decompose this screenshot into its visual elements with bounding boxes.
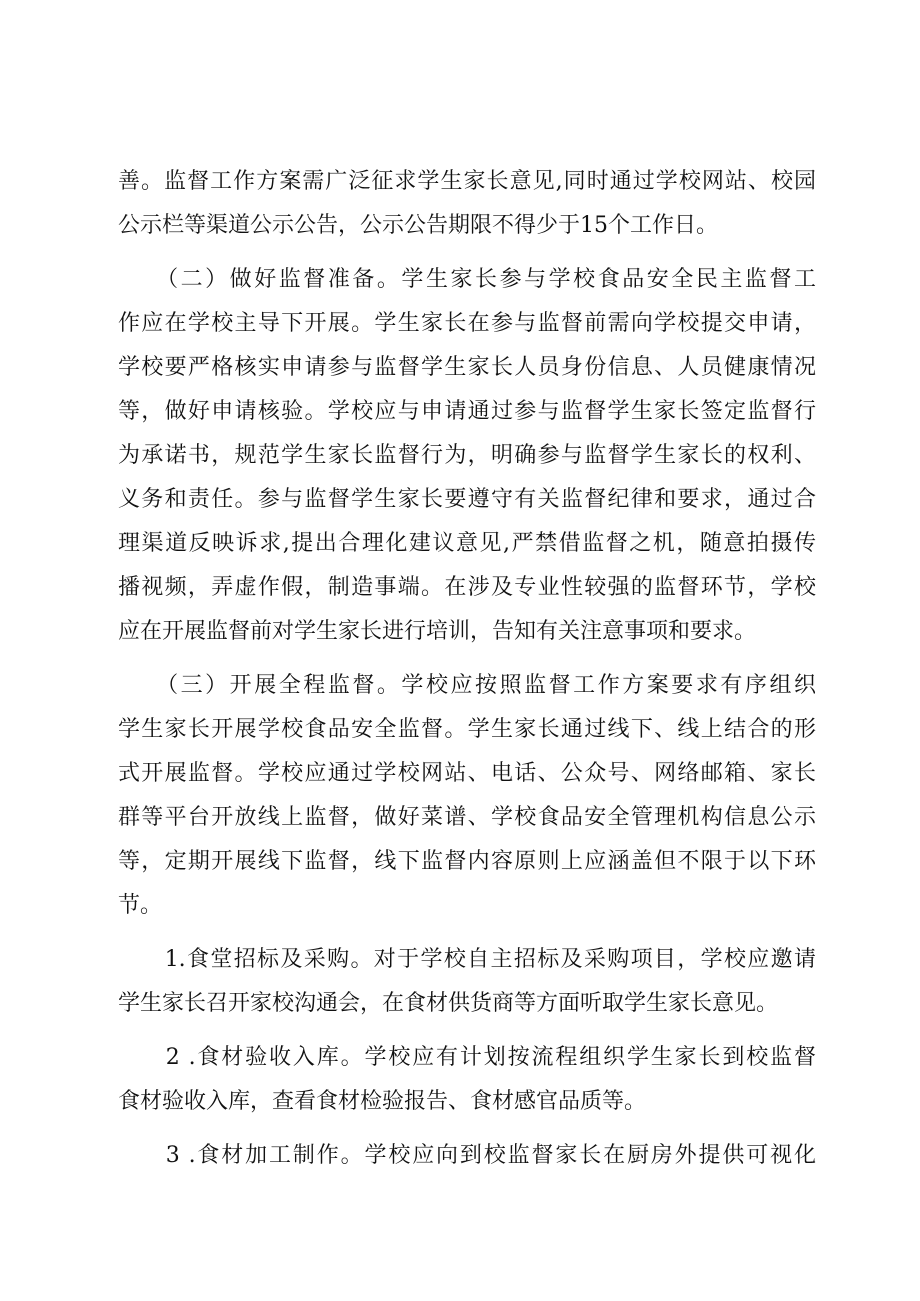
document-body	[118, 160, 816, 1178]
paragraph-6	[118, 1134, 816, 1178]
text-line: 作应在学校主导下开展。学生家长在参与监督前需向学校提交申请，	[118, 311, 816, 336]
text-line: 善。监督工作方案需广泛征求学生家长意见,同时通过学校网站、校园	[118, 169, 816, 194]
text-line: 1.食堂招标及采购。对于学校自主招标及采购项目，学校应邀请	[118, 947, 816, 972]
text-line: 学生家长召开家校沟通会，在食材供货商等方面听取学生家长意见。	[118, 991, 779, 1016]
paragraph-2	[118, 258, 816, 654]
text-line: 食材验收入库，查看食材检验报告、食材感官品质等。	[118, 1089, 647, 1114]
text-line: 等，定期开展线下监督，线下监督内容原则上应涵盖但不限于以下环	[118, 849, 816, 874]
text-line: 为承诺书，规范学生家长监督行为，明确参与监督学生家长的权利、	[118, 443, 816, 468]
text-line: 节。	[118, 893, 163, 918]
text-line: 3 .食材加工制作。学校应向到校监督家长在厨房外提供可视化	[118, 1143, 816, 1168]
text-line: 学生家长开展学校食品安全监督。学生家长通过线下、线上结合的形	[118, 717, 816, 742]
text-line: 播视频，弄虚作假，制造事端。在涉及专业性较强的监督环节，学校	[118, 575, 816, 600]
text-line: 学校要严格核实申请参与监督学生家长人员身份信息、人员健康情况	[118, 355, 816, 380]
text-line: 应在开展监督前对学生家长进行培训，告知有关注意事项和要求。	[118, 619, 757, 644]
text-line: 理渠道反映诉求,提出合理化建议意见,严禁借监督之机，随意拍摄传	[118, 531, 816, 556]
text-line: 等，做好申请核验。学校应与申请通过参与监督学生家长签定监督行	[118, 399, 816, 424]
paragraph-4	[118, 938, 816, 1026]
text-line: 义务和责任。参与监督学生家长要遵守有关监督纪律和要求，通过合	[118, 487, 816, 512]
text-line: 式开展监督。学校应通过学校网站、电话、公众号、网络邮箱、家长	[118, 761, 816, 786]
paragraph-3	[118, 664, 816, 928]
text-line: （三）开展全程监督。学校应按照监督工作方案要求有序组织	[118, 673, 816, 698]
text-line: （二）做好监督准备。学生家长参与学校食品安全民主监督工	[118, 267, 816, 292]
text-line: 公示栏等渠道公示公告，公示公告期限不得少于15个工作日。	[118, 213, 718, 238]
paragraph-5	[118, 1036, 816, 1124]
paragraph-1	[118, 160, 816, 248]
text-line: 群等平台开放线上监督，做好菜谱、学校食品安全管理机构信息公示	[118, 805, 816, 830]
text-line: 2 .食材验收入库。学校应有计划按流程组织学生家长到校监督	[118, 1045, 816, 1070]
